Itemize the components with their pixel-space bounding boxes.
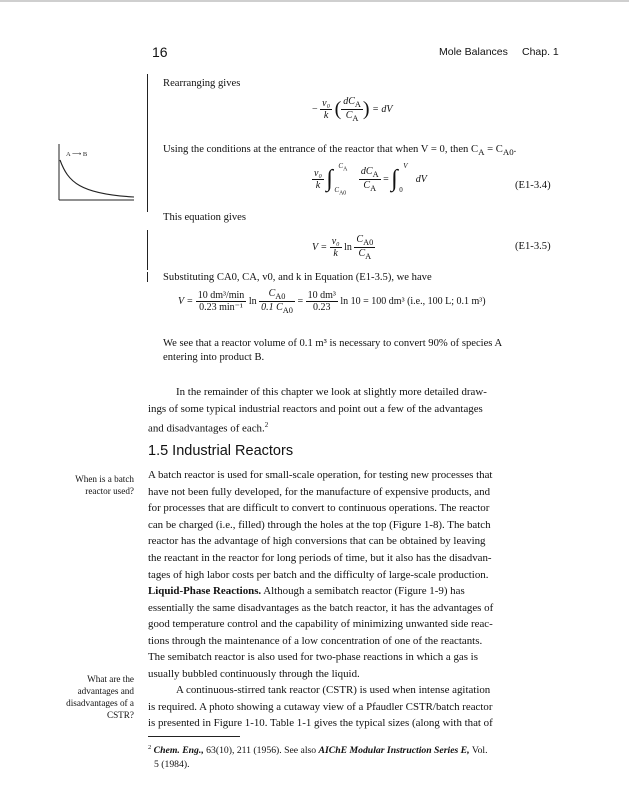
minus-sign: −	[312, 103, 318, 115]
batch-line: for processes that are difficult to convert to continuous operations. The reactor	[148, 502, 490, 515]
footnote	[148, 741, 554, 771]
margin-note-adv-line-1: What are the	[87, 674, 134, 684]
footnote-rest-2: Vol.	[469, 745, 488, 757]
lower-limit: C	[334, 186, 340, 194]
upper-limit: C	[338, 162, 344, 170]
substituting-main: Substituting C	[163, 272, 224, 283]
rearranging-text: Rearranging gives	[163, 78, 241, 89]
batch-line: can be charged (i.e., filled) through the holes at the top (Figure 1-8). The batch	[148, 518, 491, 531]
footnote-line-1	[148, 741, 554, 758]
liquid-line: The semibatch reactor is also used for two-phase reactions in which a gas is	[148, 651, 478, 664]
dca-symbol: dC	[343, 96, 355, 107]
intro-line-3-text: and disadvantages of each.	[148, 422, 265, 435]
intro-line-2: ings of some typical industrial reactors and point out a few of the advantages	[148, 402, 483, 415]
footnote-mark: 2	[148, 744, 152, 751]
footnote-series: AIChE Modular Instruction Series E,	[318, 745, 470, 757]
footnote-rule	[148, 736, 240, 737]
substituting-text	[163, 270, 432, 286]
conclusion-line-2: entering into product B.	[163, 352, 265, 363]
liquid-line: usually bubbled continuously through the liquid.	[148, 667, 360, 680]
equation-e1: − $\frac{\text{v₀}}{k}$ ( $\frac{dC_A}{C_A}$ ) = dV	[312, 96, 393, 123]
batch-line: have not been fully developed, for the manufacture of expensive products, and	[148, 485, 491, 498]
liquid-line: good temperature control and the capability of minimizing unwanted side reac-	[148, 618, 493, 631]
margin-note-batch-line-2: reactor used?	[85, 486, 134, 496]
rhs-dv: = dV	[372, 103, 393, 115]
page-number: 16	[152, 44, 168, 60]
concentration-decay-figure	[56, 142, 136, 204]
substituting-rest: A0, CA, v0, and k in Equation (E1-3.5), we have	[223, 272, 432, 283]
running-section-title: Mole Balances	[439, 46, 508, 58]
n2: C	[268, 288, 276, 299]
d1: 0.23 min⁻¹	[199, 302, 243, 313]
n3: 10 dm³	[307, 290, 336, 301]
v0-symbol-2: v₀	[314, 168, 322, 179]
k-symbol: k	[323, 110, 329, 121]
dca-2: dC	[360, 166, 373, 177]
figure-label: A ⟶ B	[66, 151, 88, 158]
v0-3: v₀	[331, 236, 340, 247]
equation-number-e1-3-5: (E1-3.5)	[515, 241, 551, 252]
liquid-line-1-text: Although a semibatch reactor (Figure 1-9) has	[263, 585, 465, 597]
num-sub-3: A0	[363, 238, 374, 247]
margin-note-batch-line-1: When is a batch	[75, 474, 134, 484]
margin-note-adv-line-4: CSTR?	[106, 710, 134, 720]
k-symbol-2: k	[315, 180, 321, 191]
margin-note-batch	[40, 473, 134, 497]
equation-e1-3-5	[312, 234, 375, 261]
cstr-line: is presented in Figure 1-10. Table 1-1 gives the typical sizes (along with that of	[148, 717, 493, 730]
ca-2: C	[363, 180, 371, 191]
sub-a-2: A	[352, 114, 359, 123]
ln-4: ln	[248, 295, 257, 307]
margin-note-adv-line-3: disadvantages of a	[66, 698, 134, 708]
gives-text: This equation gives	[163, 212, 246, 223]
num-3: C	[356, 234, 364, 245]
eq-4: =	[297, 295, 304, 307]
lower-limit-sub: A0	[339, 190, 347, 197]
conditions-text: Using the conditions at the entrance of the reactor that when V = 0, then $C_A = C_{A0}$.	[163, 144, 517, 158]
equals: =	[383, 173, 389, 185]
n1: 10 dm³/min	[197, 290, 245, 301]
d2: 0.1 C	[261, 302, 283, 313]
intro-line-3	[148, 417, 554, 437]
batch-line: A batch reactor is used for small-scale operation, for testing new processes that	[148, 469, 493, 481]
conclusion-line-1: We see that a reactor volume of 0.1 m³ is necessary to convert 90% of species A	[163, 338, 503, 349]
conditions-main: Using the conditions at the entrance of the reactor that when V = 0, then C	[163, 144, 479, 155]
lower-zero: 0	[399, 186, 403, 194]
den-sub-3: A	[365, 252, 372, 261]
conditions-sub-2: A0	[502, 147, 514, 158]
d2-sub: A0	[282, 306, 293, 315]
liquid-line: tions through the maintenance of a low concentration of one of the reactants.	[148, 634, 483, 647]
example-bar-2	[147, 160, 148, 212]
liquid-line: essentially the same disadvantages as the batch reactor, it has the advantages of	[148, 601, 494, 614]
equation-number-e1-3-4: (E1-3.4)	[515, 180, 551, 191]
section-heading: 1.5 Industrial Reactors	[148, 443, 294, 459]
dv-2: dV	[415, 173, 427, 185]
footnote-journal: Chem. Eng.,	[153, 745, 204, 757]
n2-sub: A0	[275, 292, 286, 301]
cstr-line: is required. A photo showing a cutaway view of a Pfaudler CSTR/batch reactor	[148, 700, 493, 713]
example-bar-1	[147, 74, 148, 164]
k-3: k	[333, 248, 338, 259]
ln-3: ln	[344, 241, 352, 253]
example-bar-4	[147, 272, 148, 282]
batch-paragraph	[148, 467, 554, 583]
ca-symbol: C	[345, 110, 353, 121]
running-chapter: Chap. 1	[522, 46, 559, 58]
batch-line: reactor has the advantage of high conversions that can be obtained by leaving	[148, 535, 486, 548]
intro-paragraph	[148, 384, 554, 437]
v-eq: V =	[312, 241, 328, 253]
example-bar-3	[147, 230, 148, 270]
batch-line: tages of high labor costs per batch and the difficulty of large-scale production.	[148, 568, 489, 581]
upper-v: V	[403, 162, 408, 170]
den-3: C	[358, 248, 366, 259]
footnote-marker: 2	[264, 421, 269, 430]
liquid-phase-lead: Liquid-Phase Reactions.	[148, 585, 262, 597]
liquid-line-1	[148, 583, 554, 600]
conditions-eq: = C	[484, 144, 503, 155]
margin-note-adv-line-2: advantages and	[77, 686, 134, 696]
equation-numeric	[178, 288, 486, 315]
batch-line: the reactant in the reactor for long periods of time, but it also has the disadvan-	[148, 551, 492, 564]
footnote-rest-1: 63(10), 211 (1956). See also	[203, 745, 319, 757]
intro-line-1: In the remainder of this chapter we look at slightly more detailed draw-	[176, 386, 487, 398]
liquid-phase-paragraph	[148, 583, 554, 683]
upper-limit-sub: A	[343, 166, 348, 173]
equation-e1-3-4: $\frac{\text{v₀}}{k}$ ∫ $C_A$ $C_{A0}$ $\frac{dC_A}{C_A}$ = ∫ V 0 dV	[314, 162, 427, 197]
cstr-paragraph	[148, 682, 554, 732]
eq4-tail: ln 10 = 100 dm³ (i.e., 100 L; 0.1 m³)	[340, 295, 486, 307]
cstr-line: A continuous-stirred tank reactor (CSTR) is used when intense agitation	[176, 684, 491, 696]
top-rule	[0, 0, 629, 2]
footnote-line-2: 5 (1984).	[154, 758, 190, 770]
v0-symbol: v₀	[322, 98, 331, 109]
conditions-sub: A	[478, 147, 485, 158]
d3: 0.23	[312, 302, 331, 313]
v-eq4: V =	[178, 295, 194, 307]
sub-a: A	[354, 100, 361, 109]
margin-note-advantages	[20, 673, 134, 721]
